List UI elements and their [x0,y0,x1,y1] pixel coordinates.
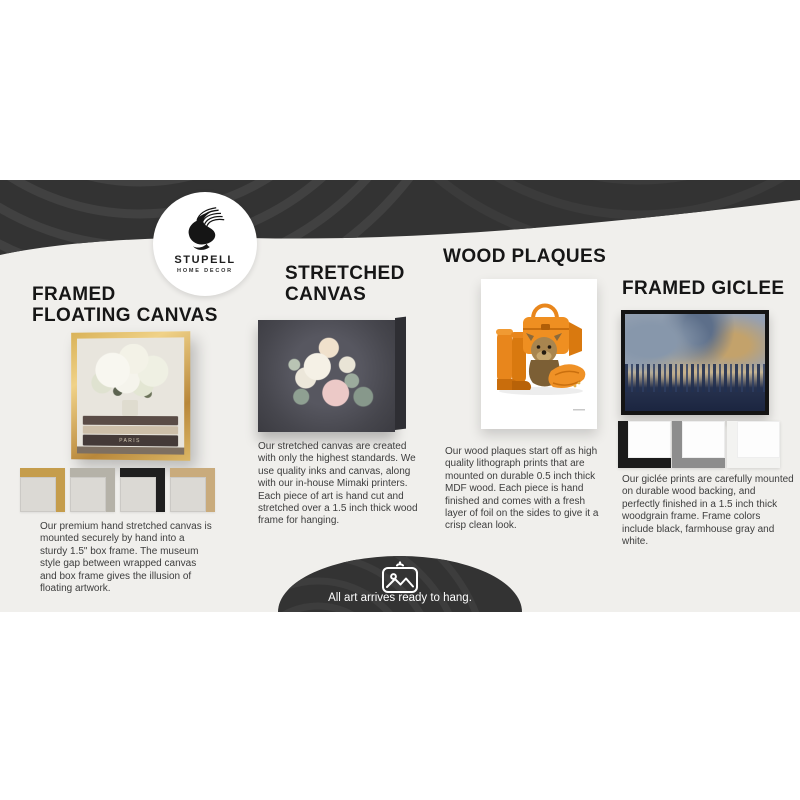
heading-wood-plaques [443,246,663,267]
artwork-book-label: PARIS [119,437,141,444]
floral-book-artwork [77,337,184,454]
frame-swatch-tan-gold [170,468,215,512]
heading-line: WOOD PLAQUES [443,246,607,267]
glass-vase-graphic [122,400,138,416]
heading-line: FRAMED GICLEE [622,278,785,299]
description-framed-giclee: Our giclée prints are carefully mounted on durable wood backing, and perfectly finished in a 1.5 inch thick woodgrain frame. Frame colors include black, farmhouse gray and white. [622,474,794,548]
heading-line: FRAMED [32,284,116,305]
frame-swatch-silver [70,468,115,512]
brand-tagline: HOME DECOR [177,268,233,274]
giclee-swatch-black [618,421,671,468]
heading-framed-giclee [622,278,800,299]
rose-bouquet-graphic [269,329,384,423]
canvas-side-edge [395,317,406,430]
brand-name: STUPELL [174,254,236,266]
description-framed-floating-canvas: Our premium hand stretched canvas is mounted securely by hand into a sturdy 1.5" box frame. The museum style gap between wrapped canvas and box frame gives the illusion of floating artwork. [40,521,212,595]
description-stretched-canvas: Our stretched canvas are created with only the highest standards. We use quality inks and canvas, along with our in-house Mimaki printers. Each piece of art is hand cut and stretched over a 1.5 inch thick wood frame for hanging. [258,441,418,527]
stupell-logo-icon [181,201,229,253]
dark-floral-canvas-front [258,320,395,432]
ready-to-hang-text: All art arrives ready to hang. [328,592,472,604]
heading-stretched-canvas [285,263,445,306]
heading-line: FLOATING CANVAS [32,305,218,327]
abstract-drip-texture [625,364,765,391]
description-wood-plaques: Our wood plaques start off as high quality lithograph prints that are mounted on durable 0.5 inch thick MDF wood. Each piece is hand finished and comes with a fresh layer of foil on the sides to give it a crisp clean look. [445,446,599,532]
giclee-swatch-gray [672,421,725,468]
framed-giclee-product-image [621,310,769,415]
stretched-canvas-product-image [258,318,406,432]
top-curved-band [0,180,800,260]
framed-floating-canvas-product-image [71,331,190,461]
framed-picture-icon [379,561,421,593]
book-stack-graphic [83,416,178,447]
brand-logo-circle [153,192,257,296]
hydrangea-bouquet-graphic [87,344,174,407]
heading-framed-floating-canvas [32,284,242,327]
heading-line: STRETCHED [285,263,405,284]
wood-plaque-product-image [481,279,597,429]
frame-swatch-gold [20,468,65,512]
giclee-swatch-white [727,421,780,468]
dog-with-orange-accessories-artwork [481,279,597,429]
frame-swatch-black [120,468,165,512]
heading-line: CANVAS [285,284,367,306]
